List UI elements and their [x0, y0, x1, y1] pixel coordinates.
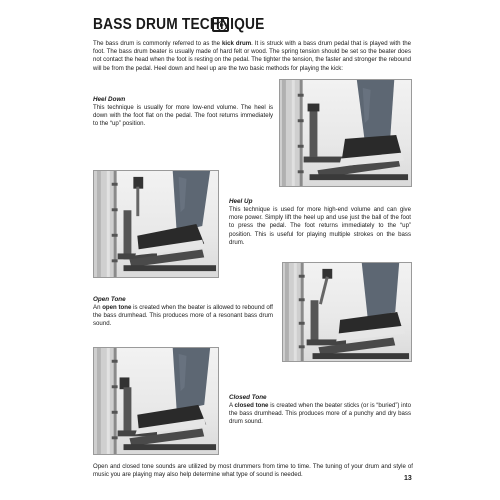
open-tone-photo — [282, 262, 412, 362]
open-tone-term: open tone — [102, 304, 132, 311]
page-number: 13 — [404, 475, 412, 482]
open-tone-heading: Open Tone — [93, 296, 126, 303]
closed-tone-term: closed tone — [234, 402, 269, 409]
heel-down-photo — [279, 79, 412, 187]
outro-paragraph: Open and closed tone sounds are utilized by most drummers from time to time. The tuning of your drum and style of music you are playing may also help determine what type of sound is needed. — [93, 463, 413, 479]
open-tone-text: An open tone is created when the beater is allowed to rebound off the bass drumhead. This produces more of a resonant bass drum sound. — [93, 304, 273, 328]
closed-tone-heading: Closed Tone — [229, 394, 267, 401]
closed-tone-text: A closed tone is created when the beater sticks (or is “buried”) into the bass drumhead. This produces more of a punchy and dry bass drum sound. — [229, 402, 411, 426]
video-play-icon[interactable] — [212, 17, 229, 32]
heel-down-heading: Heel Down — [93, 96, 126, 103]
heel-up-text: This technique is used for more high-end volume and can give more power. Simply lift the heel up and use just the ball of the foot to press the pedal. The foot returns immediately to the “up” position. This is useful for playing multiple strokes on the bass drum. — [229, 206, 411, 246]
kick-drum-term: kick drum — [222, 40, 252, 47]
intro-paragraph: The bass drum is commonly referred to as the kick drum. It is struck with a bass drum pedal that is played with the foot. The bass drum beater is usually made of hard felt or wood. The spring tension should be set so the beater does not contact the head when the foot is resting on the pedal. The tighter the tension, the faster and stronger the rebound will be from the pedal. Heel down and heel up are the two basic methods for playing the kick: — [93, 40, 411, 72]
page-title: BASS DRUM TECHNIQUE — [93, 16, 265, 33]
heel-up-heading: Heel Up — [229, 198, 253, 205]
closed-tone-photo — [93, 347, 219, 455]
heel-up-photo — [93, 170, 219, 278]
heel-down-text: This technique is usually for more low-end volume. The heel is down with the foot flat on the pedal. The foot returns immediately to the “up” position. — [93, 104, 273, 128]
